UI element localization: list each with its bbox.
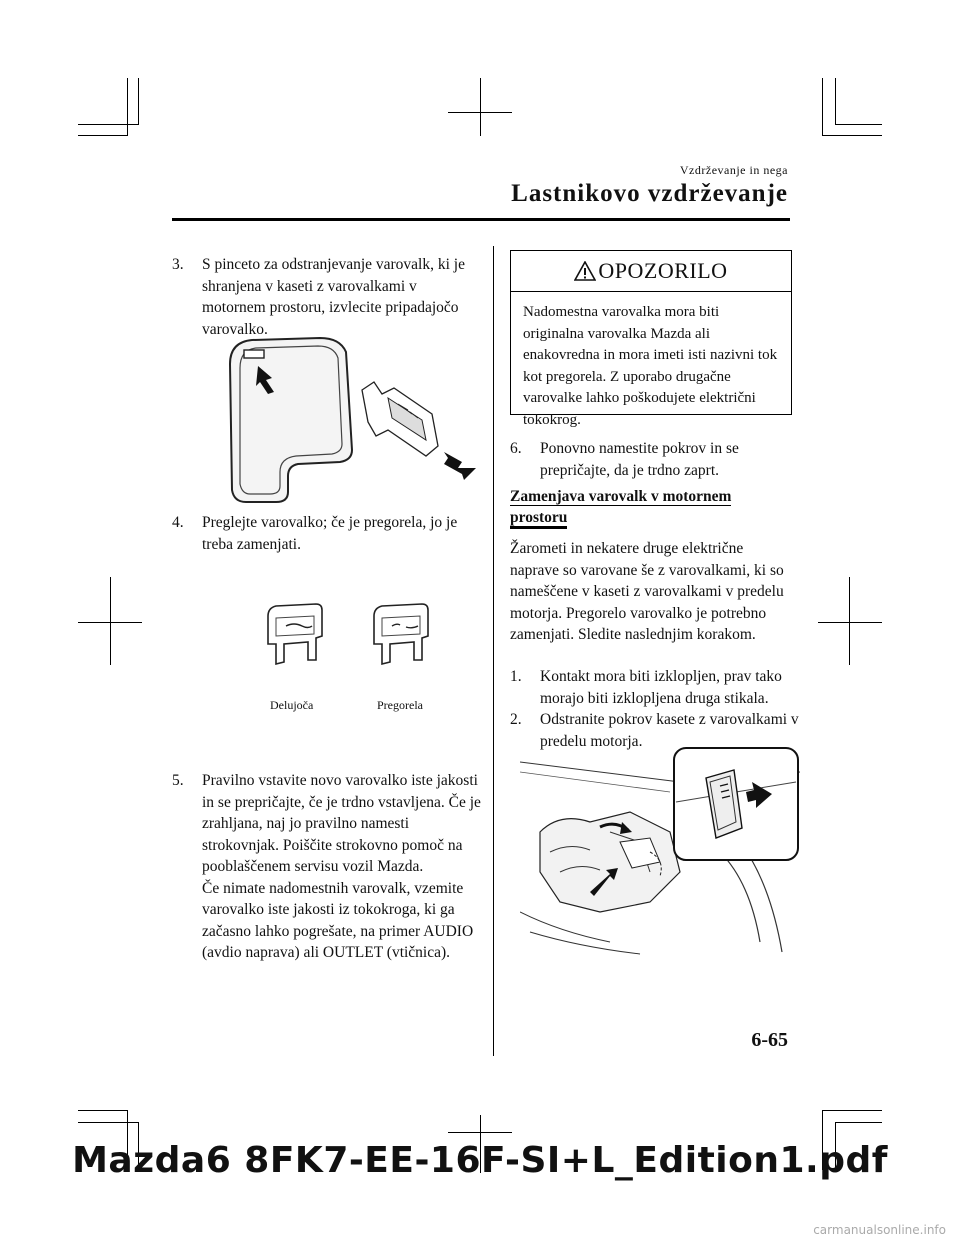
engine-bay-illustration [520,742,800,962]
fuse-label-blown: Pregorela [377,698,423,712]
intro-paragraph: Žarometi in nekatere druge električne naprave so varovane še z varovalkami, ki so nameščene v kaseti z varovalkami v predelu motorja. Pregorelo varovalko je potrebno zamenjati. Sledite naslednjim korakom. [510,540,784,643]
step-text: S pinceto za odstranjevanje varovalk, ki je shranjena v kaseti z varovalkami v motornem prostoru, izvlecite pripadajočo varovalko. [202,256,465,338]
step-3 [172,254,484,340]
step-number: 3. [172,256,184,273]
fuse-label-ok: Delujoča [270,698,314,712]
step-1 [510,666,800,709]
watermark: carmanualsonline.info [813,1223,946,1237]
warning-title: OPOZORILO [598,258,728,283]
fuse-blown-icon [370,602,430,672]
subheading-line-1: Zamenjava varovalk v motornem [510,488,732,505]
warning-triangle-icon [574,261,596,281]
step-6 [510,438,792,481]
fuse-puller-illustration [212,334,488,506]
step-number: 1. [510,668,522,685]
subheading-line-2: prostoru [510,509,567,529]
step-text: Kontakt mora biti izklopljen, prav tako morajo biti izklopljena druga stikala. [540,668,782,707]
step-5 [172,770,484,964]
page-title: Lastnikovo vzdrževanje [511,180,788,207]
fuse-ok-icon [264,602,324,672]
page-number: 6-65 [751,1029,788,1051]
step-text: Ponovno namestite pokrov in se prepričajte, da je trdno zaprt. [540,440,739,479]
warning-header [511,251,791,292]
step-text: Pravilno vstavite novo varovalko iste jakosti in se prepričajte, če je trdno vstavljena. Če je zrahljana, naj jo pravilno namesti strokovnjak. Poiščite strokovno pomoč na pooblaščenem servisu vozil Mazda. [202,772,481,875]
header-rule [172,218,790,221]
section-label: Vzdrževanje in nega [679,163,788,177]
step-number: 4. [172,514,184,531]
step-text: Odstranite pokrov kasete z varovalkami v predelu motorja. [540,711,799,750]
warning-box [510,250,792,428]
footer-filename: Mazda6 8FK7-EE-16F-SI+L_Edition1.pdf [72,1140,888,1181]
step-number: 6. [510,440,522,457]
step-text-continued: Če nimate nadomestnih varovalk, vzemite varovalko iste jakosti iz tokokroga, ki ga začasno lahko pogrešate, na primer AUDIO (avdio naprava) ali OUTLET (vtičnica). [202,879,474,961]
section-subheading [510,486,731,528]
column-divider [493,246,494,1056]
step-number: 5. [172,772,184,789]
step-text: Preglejte varovalko; če je pregorela, jo je treba zamenjati. [202,514,458,553]
step-number: 2. [510,711,522,728]
warning-text: Nadomestna varovalka mora biti originalna varovalka Mazda ali enakovredna in mora imeti isti nazivni tok kot pregorela. Z uporabo drugačne varovalke lahko poškodujete električni tokokrog. [523,304,778,428]
step-4 [172,512,484,555]
